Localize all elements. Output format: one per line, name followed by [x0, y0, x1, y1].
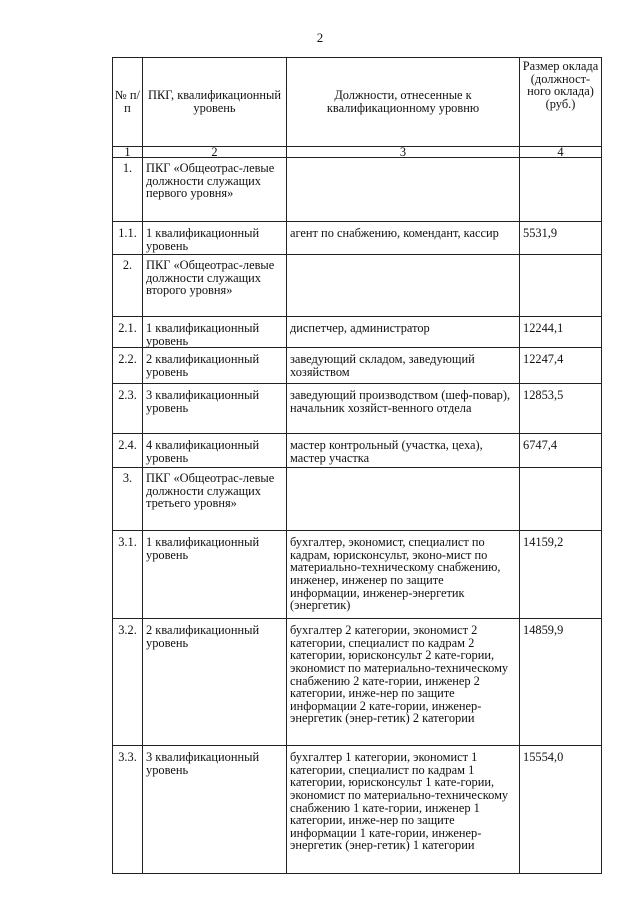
table-row [113, 746, 602, 874]
row-pkg: ПКГ «Общеотрас-левые должности служащих первого уровня» [143, 158, 287, 222]
row-pkg: 3 квалификационный уровень [143, 384, 287, 434]
row-num: 2.4. [113, 434, 143, 468]
row-salary: 6747,4 [520, 434, 602, 468]
row-num: 3.2. [113, 619, 143, 746]
table-row [113, 158, 602, 222]
row-positions: диспетчер, администратор [287, 317, 520, 348]
row-positions [287, 158, 520, 222]
row-pkg: 2 квалификационный уровень [143, 348, 287, 384]
salary-table [112, 57, 602, 874]
row-pkg: 4 квалификационный уровень [143, 434, 287, 468]
row-salary [520, 255, 602, 317]
page-number: 2 [316, 30, 324, 45]
row-pkg: 1 квалификационный уровень [143, 222, 287, 255]
row-positions: заведующий производством (шеф-повар), начальник хозяйст-венного отдела [287, 384, 520, 434]
table-header-row [113, 58, 602, 147]
header-pkg: ПКГ, квалификационный уровень [143, 58, 287, 147]
header-salary: Размер оклада (должност-ного оклада) (руб.) [520, 58, 602, 147]
row-salary: 14159,2 [520, 531, 602, 619]
header-positions: Должности, отнесенные к квалификационному уровню [287, 58, 520, 147]
row-pkg: 2 квалификационный уровень [143, 619, 287, 746]
table-row [113, 348, 602, 384]
row-salary: 5531,9 [520, 222, 602, 255]
row-salary: 15554,0 [520, 746, 602, 874]
row-salary: 12244,1 [520, 317, 602, 348]
row-num: 2. [113, 255, 143, 317]
row-pkg: 1 квалификационный уровень [143, 531, 287, 619]
row-num: 3. [113, 468, 143, 531]
row-salary: 12853,5 [520, 384, 602, 434]
row-num: 2.1. [113, 317, 143, 348]
table-row [113, 317, 602, 348]
row-salary: 14859,9 [520, 619, 602, 746]
row-positions: бухгалтер 2 категории, экономист 2 категории, специалист по кадрам 2 категории, юрисконсульт 2 кате-гории, экономист по материально-техническому снабжению 2 кате-гории, инженер 2 категории, инже-нер по защите информации 2 кате-гории, инженер-энергетик (энер-гетик) 2 категории [287, 619, 520, 746]
table-row [113, 468, 602, 531]
row-pkg: 1 квалификационный уровень [143, 317, 287, 348]
row-positions: мастер контрольный (участка, цеха), мастер участка [287, 434, 520, 468]
row-num: 1.1. [113, 222, 143, 255]
row-pkg: ПКГ «Общеотрас-левые должности служащих второго уровня» [143, 255, 287, 317]
table-row [113, 384, 602, 434]
row-num: 1. [113, 158, 143, 222]
column-number: 3 [287, 147, 520, 158]
row-num: 2.3. [113, 384, 143, 434]
row-positions: заведующий складом, заведующий хозяйством [287, 348, 520, 384]
table-row [113, 255, 602, 317]
row-positions [287, 468, 520, 531]
table-row [113, 222, 602, 255]
row-positions: бухгалтер 1 категории, экономист 1 категории, специалист по кадрам 1 категории, юрисконсульт 1 кате-гории, экономист по материально-техническому снабжению 1 кате-гории, инженер 1 категории, инже-нер по защите информации 1 кате-гории, инженер-энергетик (энер-гетик) 1 категории [287, 746, 520, 874]
header-num: № п/п [113, 58, 143, 147]
row-positions [287, 255, 520, 317]
table-row [113, 434, 602, 468]
row-num: 2.2. [113, 348, 143, 384]
table-row [113, 531, 602, 619]
row-salary [520, 468, 602, 531]
column-number: 2 [143, 147, 287, 158]
row-num: 3.1. [113, 531, 143, 619]
row-salary: 12247,4 [520, 348, 602, 384]
table-row [113, 619, 602, 746]
row-positions: бухгалтер, экономист, специалист по кадрам, юрисконсульт, эконо-мист по материально-техническому снабжению, инженер, инженер по защите информации, инженер-энергетик (энергетик) [287, 531, 520, 619]
row-pkg: ПКГ «Общеотрас-левые должности служащих третьего уровня» [143, 468, 287, 531]
row-num: 3.3. [113, 746, 143, 874]
column-numbers-row [113, 147, 602, 158]
row-pkg: 3 квалификационный уровень [143, 746, 287, 874]
row-salary [520, 158, 602, 222]
column-number: 1 [113, 147, 143, 158]
column-number: 4 [520, 147, 602, 158]
row-positions: агент по снабжению, комендант, кассир [287, 222, 520, 255]
